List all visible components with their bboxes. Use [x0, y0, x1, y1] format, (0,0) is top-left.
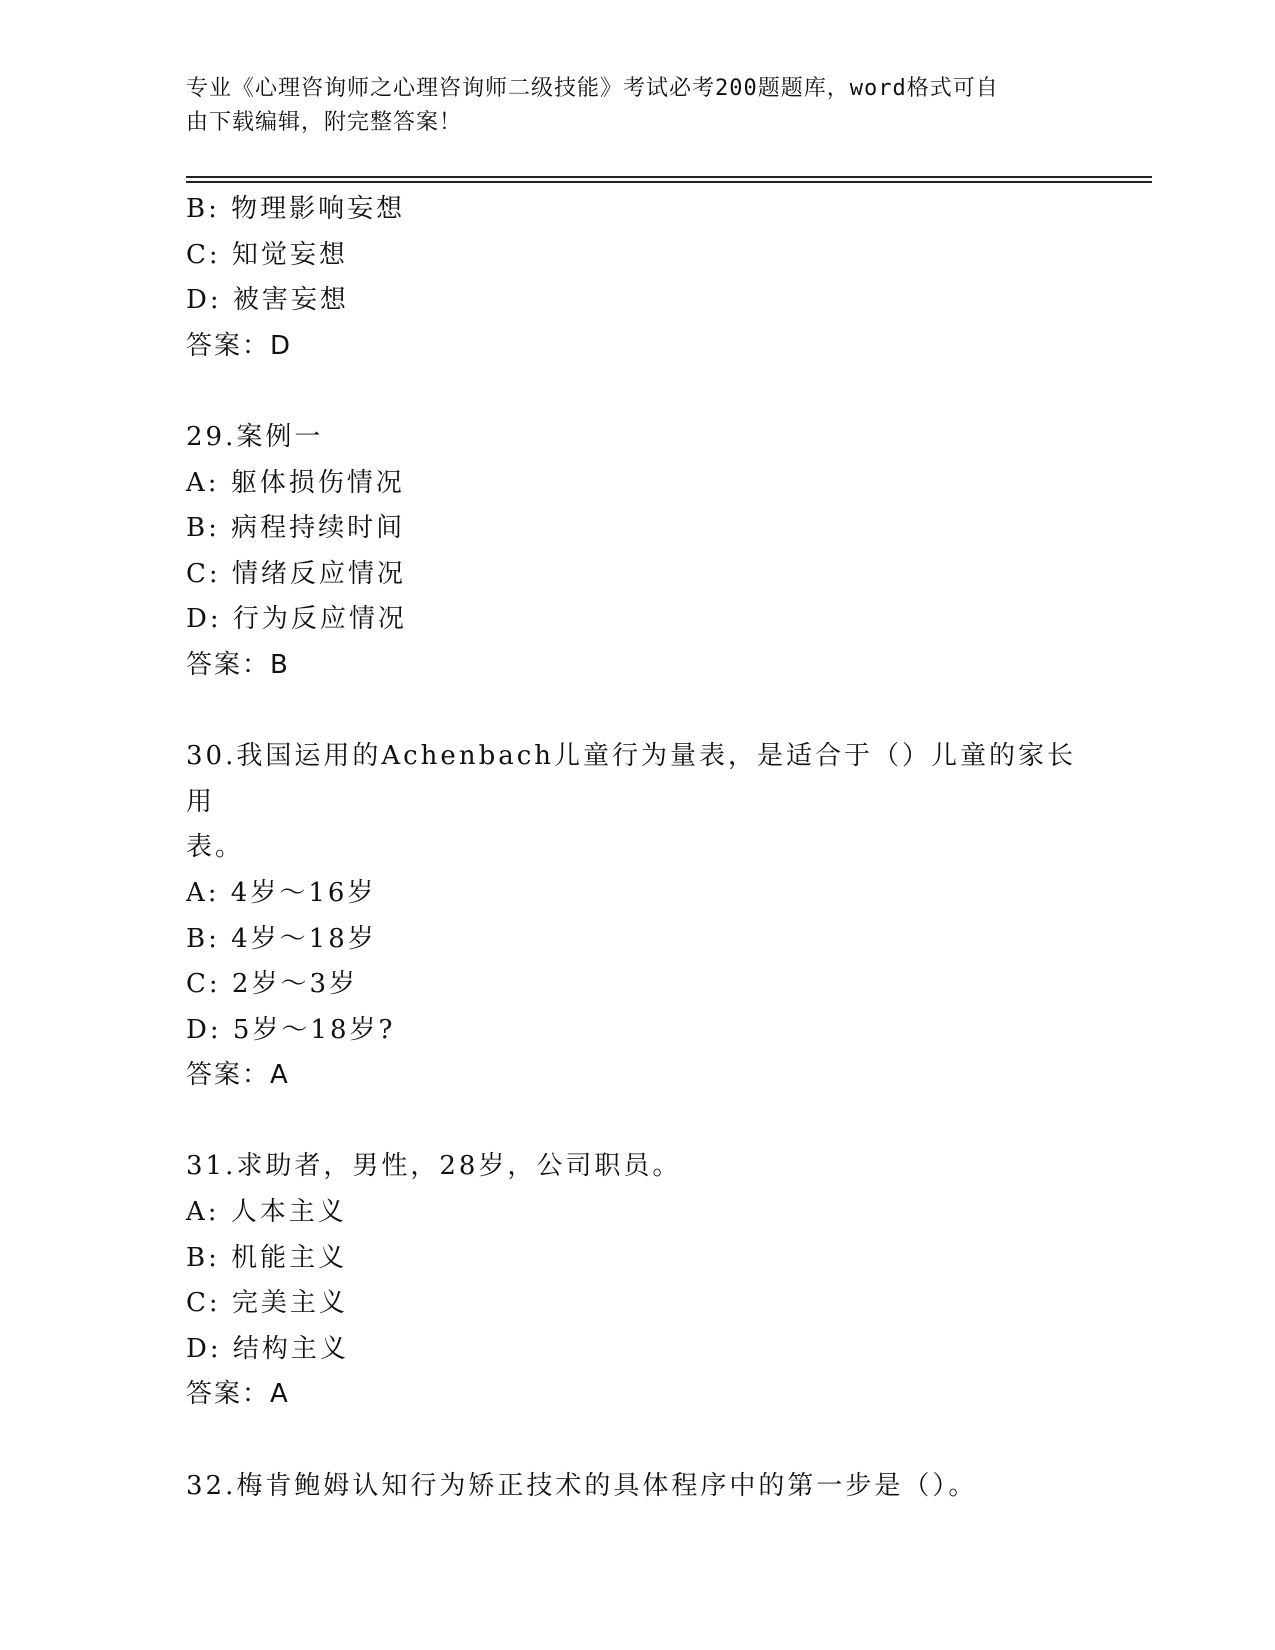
header-divider-bottom [186, 181, 1152, 183]
question-32 [186, 1464, 1086, 1510]
question-title-line-2: 表。 [186, 832, 245, 863]
option-b: B: 4岁～18岁 [186, 923, 377, 954]
question-title-line-1: 30.我国运用的Achenbach儿童行为量表，是适合于（）儿童的家长用 [186, 741, 1077, 817]
option-d: D: 行为反应情况 [186, 604, 407, 635]
question-29 [186, 415, 1086, 689]
option-c: C: 情绪反应情况 [186, 558, 406, 589]
answer-line: 答案：D [186, 330, 293, 361]
option-b: B: 病程持续时间 [186, 513, 406, 544]
option-c: C: 2岁～3岁 [186, 969, 359, 1000]
spacer [186, 1099, 1086, 1145]
option-c: C: 完美主义 [186, 1288, 348, 1319]
answer-line: 答案：A [186, 1060, 290, 1091]
header-line-1: 专业《心理咨询师之心理咨询师二级技能》考试必考200题题库，word格式可自 [186, 76, 999, 101]
option-a: A: 人本主义 [186, 1197, 347, 1228]
question-28 [186, 187, 1086, 369]
option-b: B: 物理影响妄想 [186, 194, 406, 224]
option-b: B: 机能主义 [186, 1242, 348, 1273]
question-31 [186, 1144, 1086, 1418]
option-d: D: 结构主义 [186, 1333, 349, 1364]
page-header [186, 72, 1066, 140]
answer-line: 答案：A [186, 1379, 290, 1410]
question-title: 31.求助者，男性，28岁，公司职员。 [186, 1151, 682, 1182]
question-title: 32.梅肯鲍姆认知行为矫正技术的具体程序中的第一步是（）。 [186, 1470, 978, 1501]
option-d: D: 被害妄想 [186, 285, 349, 316]
spacer [186, 689, 1086, 735]
question-list [186, 187, 1086, 1509]
option-c: C: 知觉妄想 [186, 239, 348, 270]
option-a: A: 4岁～16岁 [186, 877, 377, 908]
question-title: 29.案例一 [186, 421, 324, 452]
option-d: D: 5岁～18岁? [186, 1014, 396, 1045]
header-line-2: 由下载编辑，附完整答案！ [186, 110, 463, 135]
header-divider-top [186, 176, 1152, 178]
question-30 [186, 734, 1086, 1099]
option-a: A: 躯体损伤情况 [186, 467, 405, 498]
spacer [186, 369, 1086, 415]
spacer [186, 1418, 1086, 1464]
answer-line: 答案：B [186, 649, 290, 680]
